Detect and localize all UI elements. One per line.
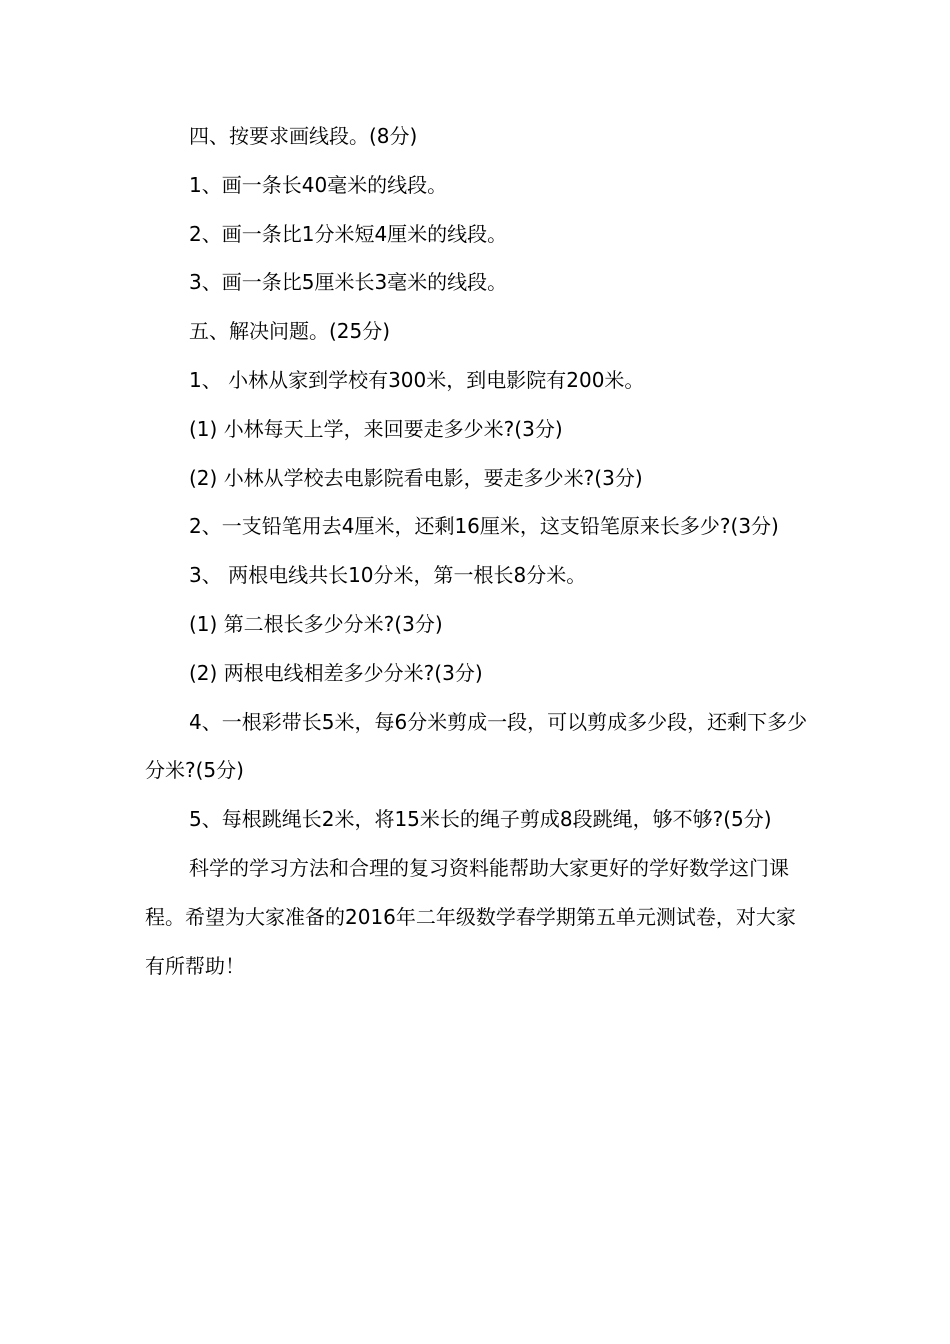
question-item: 2、画一条比1分米短4厘米的线段。 <box>189 221 508 246</box>
question-item: 1、画一条长40毫米的线段。 <box>189 172 448 197</box>
sub-question-item: (2) 小林从学校去电影院看电影，要走多少米?(3分) <box>189 465 643 490</box>
question-item: 5、每根跳绳长2米，将15米长的绳子剪成8段跳绳，够不够?(5分) <box>189 807 772 832</box>
question-item: 3、 两根电线共长10分米，第一根长8分米。 <box>189 563 587 588</box>
closing-paragraph: 科学的学习方法和合理的复习资料能帮助大家更好的学好数学这门课程。希望为大家准备的2016年二年级数学春学期第五单元测试卷，对大家有所帮助！ <box>145 855 796 978</box>
sub-question-item: (1) 第二根长多少分米?(3分) <box>189 611 443 636</box>
section-heading-solve-problems: 五、解决问题。(25分) <box>189 319 391 344</box>
question-item: 4、一根彩带长5米，每6分米剪成一段，可以剪成多少段，还剩下多少分米?(5分) <box>145 709 808 783</box>
sub-question-item: (1) 小林每天上学，来回要走多少米?(3分) <box>189 416 563 441</box>
section-heading-draw-lines: 四、按要求画线段。(8分) <box>189 124 418 148</box>
sub-question-item: (2) 两根电线相差多少分米?(3分) <box>189 660 483 685</box>
question-item: 2、一支铅笔用去4厘米，还剩16厘米，这支铅笔原来长多少?(3分) <box>189 514 779 539</box>
question-item: 1、 小林从家到学校有300米，到电影院有200米。 <box>189 367 645 392</box>
question-item: 3、画一条比5厘米长3毫米的线段。 <box>189 270 508 295</box>
document-body <box>145 112 810 990</box>
